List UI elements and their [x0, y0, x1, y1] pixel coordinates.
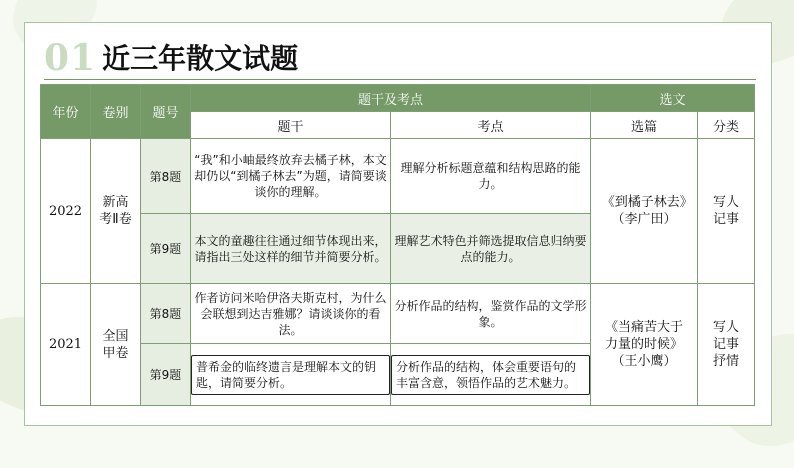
point-cell: 分析作品的结构，鉴赏作品的文学形象。 [391, 284, 591, 344]
point-cell: 理解艺术特色并筛选提取信息归纳要点的能力。 [391, 214, 591, 284]
header-question-no: 题号 [141, 85, 191, 139]
question-no-cell: 第9题 [141, 344, 191, 406]
category-cell: 写人记事抒情 [698, 284, 755, 406]
stem-cell [191, 344, 391, 406]
year-cell: 2022 [41, 139, 91, 284]
title-text: 近三年散文试题 [102, 42, 299, 75]
title-divider [44, 79, 756, 80]
article-cell: 《到橘子林去》（李广田） [591, 139, 698, 284]
section-number: 01 [44, 37, 97, 79]
paper-cell: 全国甲卷 [91, 284, 141, 406]
stem-cell: 作者访问米哈伊洛夫斯克村，为什么会联想到达吉雅娜？请谈谈你的看法。 [191, 284, 391, 344]
point-highlight-box: 分析作品的结构，体会重要语句的丰富含意，领悟作品的艺术魅力。 [391, 355, 590, 395]
header-year: 年份 [41, 85, 91, 139]
year-cell: 2021 [41, 284, 91, 406]
question-no-cell: 第8题 [141, 139, 191, 214]
header-paper: 卷别 [91, 85, 141, 139]
point-cell [391, 344, 591, 406]
header-points: 考点 [391, 112, 591, 139]
header-stem-and-points: 题干及考点 [191, 85, 591, 112]
header-category: 分类 [698, 112, 755, 139]
paper-cell: 新高考Ⅱ卷 [91, 139, 141, 284]
header-row [41, 85, 755, 112]
slide-title [44, 36, 299, 79]
stem-cell: “我”和小岫最终放弃去橘子林，本文却仍以“到橘子林去”为题，请简要谈谈你的理解。 [191, 139, 391, 214]
header-selected-text: 选文 [591, 85, 755, 112]
table-row [41, 139, 755, 214]
category-cell: 写人记事 [698, 139, 755, 284]
stem-highlight-box: 普希金的临终遗言是理解本文的钥匙，请简要分析。 [191, 355, 390, 395]
table-row [41, 284, 755, 344]
question-no-cell: 第9题 [141, 214, 191, 284]
header-stem: 题干 [191, 112, 391, 139]
article-cell: 《当痛苦大于力量的时候》（王小鹰） [591, 284, 698, 406]
stem-cell: 本文的童趣往往通过细节体现出来，请指出三处这样的细节并简要分析。 [191, 214, 391, 284]
question-no-cell: 第8题 [141, 284, 191, 344]
header-article: 选篇 [591, 112, 698, 139]
point-cell: 理解分析标题意蕴和结构思路的能力。 [391, 139, 591, 214]
exam-table [40, 84, 755, 406]
